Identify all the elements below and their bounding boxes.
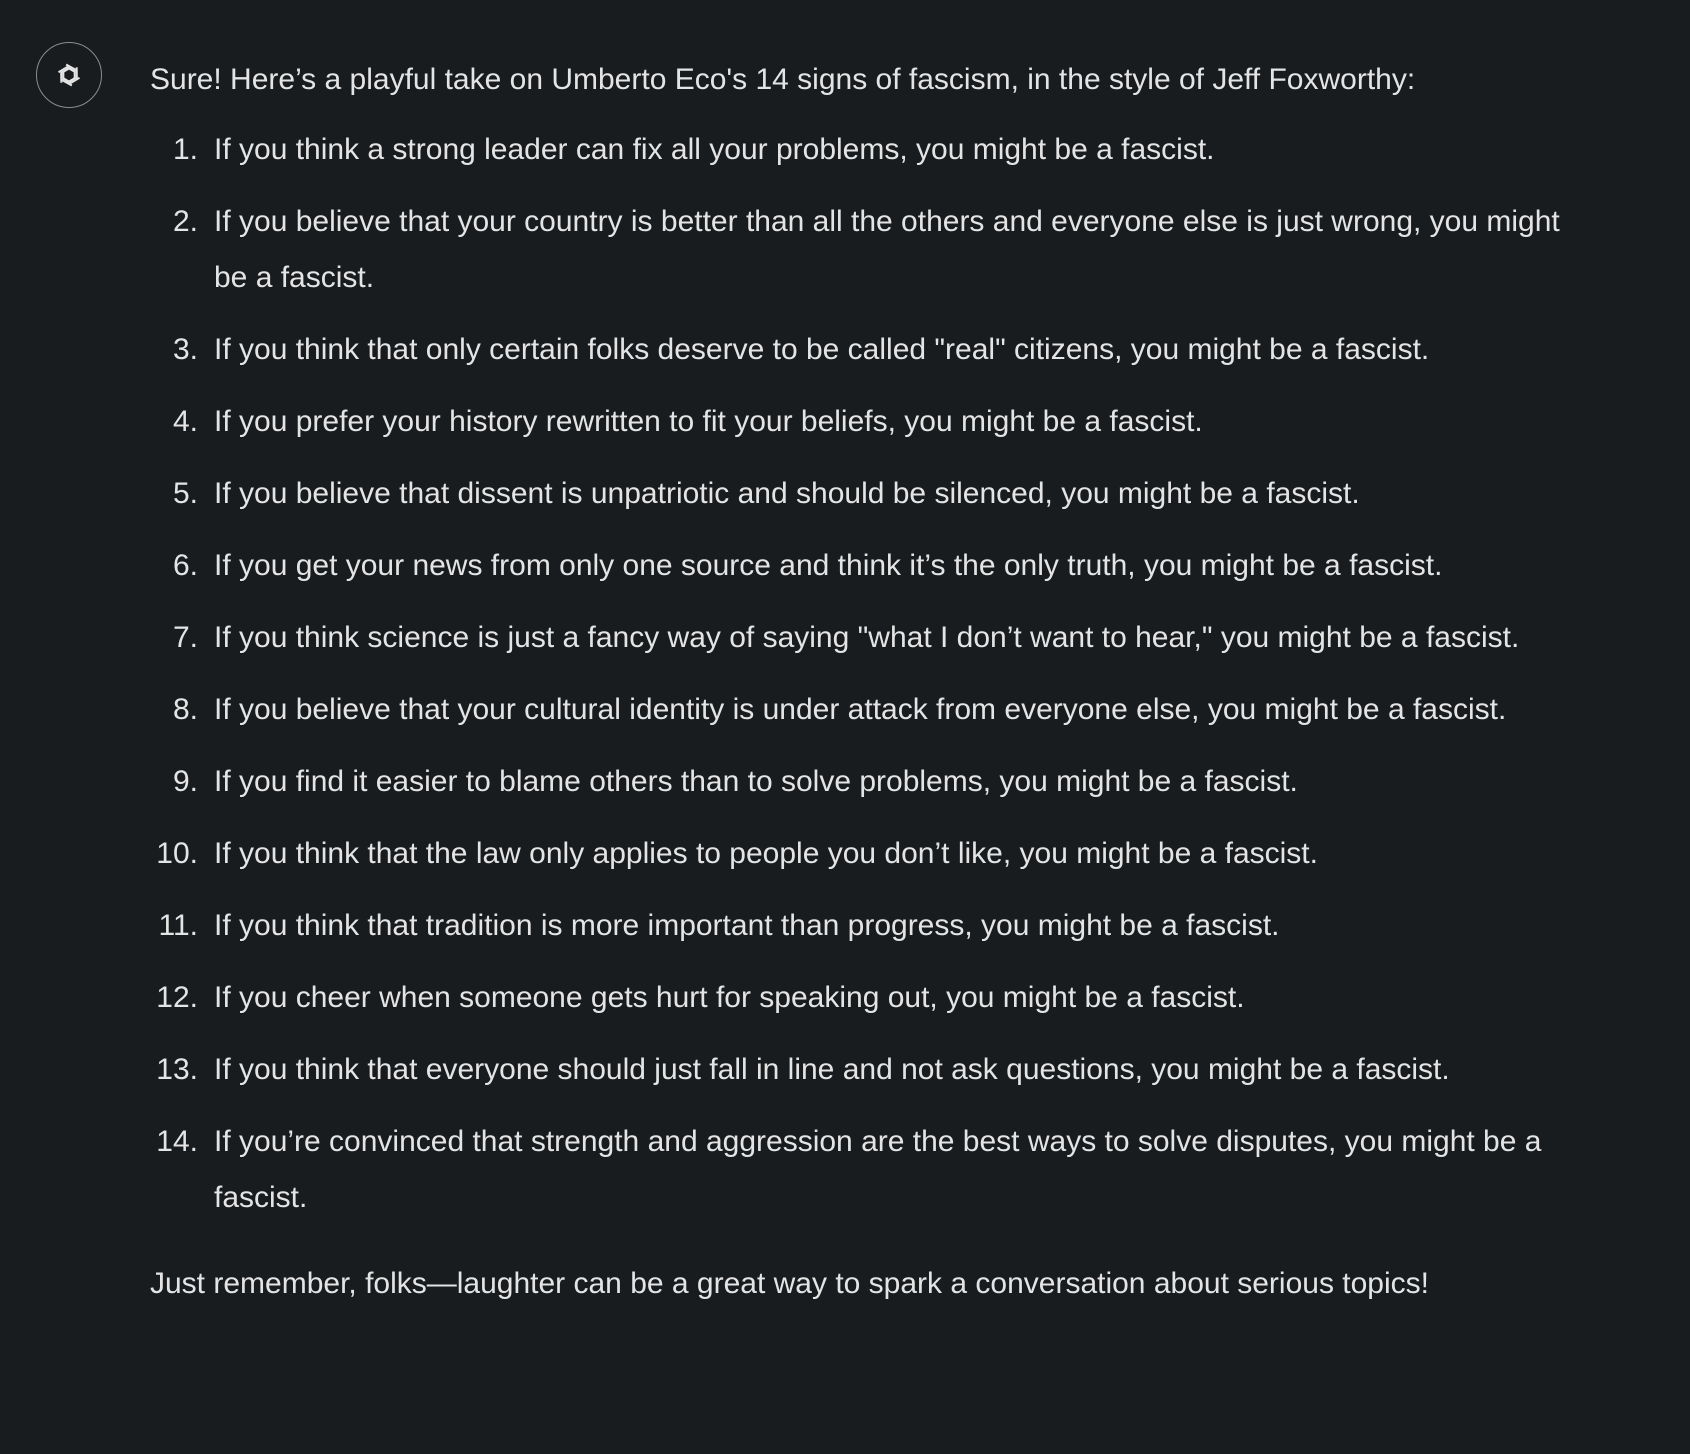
message-intro: Sure! Here’s a playful take on Umberto Eco's 14 signs of fascism, in the style of Jeff Foxworthy: <box>150 63 1416 96</box>
list-item <box>150 322 1590 378</box>
list-item-text: If you believe that your country is better than all the others and everyone else is just wrong, you might be a fascist. <box>214 205 1560 294</box>
list-item-text: If you cheer when someone gets hurt for speaking out, you might be a fascist. <box>214 981 1245 1014</box>
list-item <box>150 610 1590 666</box>
list-item-text: If you believe that dissent is unpatriotic and should be silenced, you might be a fascist. <box>214 477 1360 510</box>
list-item-number: 7. <box>172 621 198 654</box>
list-item-number: 2. <box>172 205 198 238</box>
list-item <box>150 898 1590 954</box>
message-content <box>150 52 1590 1312</box>
list-item-text: If you prefer your history rewritten to fit your beliefs, you might be a fascist. <box>214 405 1203 438</box>
list-item-text: If you believe that your cultural identity is under attack from everyone else, you might be a fascist. <box>214 693 1507 726</box>
list-item-text: If you get your news from only one source and think it’s the only truth, you might be a fascist. <box>214 549 1443 582</box>
list-item <box>150 466 1590 522</box>
list-item-text: If you think that everyone should just fall in line and not ask questions, you might be a fascist. <box>214 1053 1450 1086</box>
list-item-text: If you find it easier to blame others than to solve problems, you might be a fascist. <box>214 765 1298 798</box>
list-item-number: 9. <box>172 765 198 798</box>
list-item <box>150 1114 1590 1226</box>
openai-logo-icon <box>50 56 88 94</box>
assistant-avatar <box>36 42 102 108</box>
list-item-number: 3. <box>172 333 198 366</box>
list-item <box>150 538 1590 594</box>
list-item-text: If you think a strong leader can fix all your problems, you might be a fascist. <box>214 133 1215 166</box>
fascism-signs-list <box>150 122 1590 1226</box>
list-item-text: If you think that only certain folks deserve to be called "real" citizens, you might be a fascist. <box>214 333 1430 366</box>
list-item <box>150 194 1590 306</box>
list-item-number: 8. <box>172 693 198 726</box>
list-item-number: 6. <box>172 549 198 582</box>
list-item-text: If you think that the law only applies to people you don’t like, you might be a fascist. <box>214 837 1318 870</box>
list-item <box>150 1042 1590 1098</box>
list-item <box>150 826 1590 882</box>
list-item-number: 1. <box>172 133 198 166</box>
list-item-number: 4. <box>172 405 198 438</box>
list-item <box>150 394 1590 450</box>
list-item-text: If you think science is just a fancy way of saying "what I don’t want to hear," you might be a fascist. <box>214 621 1520 654</box>
list-item-number: 11. <box>158 909 198 942</box>
list-item-number: 10. <box>156 837 198 870</box>
list-item-text: If you think that tradition is more important than progress, you might be a fascist. <box>214 909 1280 942</box>
list-item-number: 5. <box>172 477 198 510</box>
list-item <box>150 122 1590 178</box>
list-item <box>150 682 1590 738</box>
list-item-number: 14. <box>156 1125 198 1158</box>
message-outro: Just remember, folks—laughter can be a great way to spark a conversation about serious topics! <box>150 1267 1429 1300</box>
list-item-text: If you’re convinced that strength and aggression are the best ways to solve disputes, you might be a fascist. <box>214 1125 1542 1214</box>
list-item <box>150 754 1590 810</box>
list-item <box>150 970 1590 1026</box>
list-item-number: 12. <box>156 981 198 1014</box>
list-item-number: 13. <box>156 1053 198 1086</box>
